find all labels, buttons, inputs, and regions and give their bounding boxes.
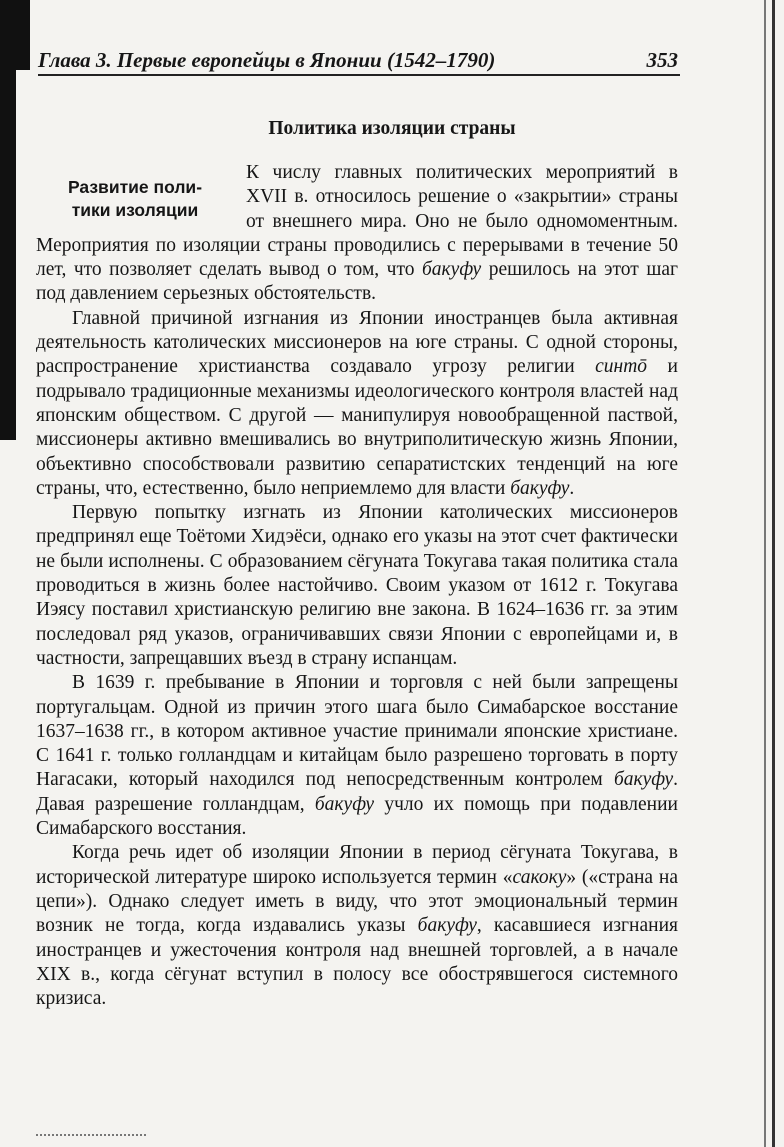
paragraph-4: В 1639 г. пребывание в Японии и торговля с ней были запрещены португальцам. Одной из причин этого шага было Симабарское восстание 1637–1638 гг., в котором активное участие принимали японские христиане. С 1641 г. только голландцам и китайцам было разрешено торговать в порту Нагасаки, который находился под непосредственным контролем бакуфу. Давая разрешение голландцам, бакуфу учло их помощь при подавлении Симабарского восстания. (36, 672, 678, 840)
paragraph-3: Первую попытку изгнать из Японии католических миссионеров предпринял еще Тоётоми Хидэёси, однако его указы на этот счет фактически не были исполнены. С образованием сёгуната Токугава такая политика стала проводиться в жизнь более настойчиво. Своим указом от 1612 г. Токугава Иэясу поставил христианскую религию вне закона. В 1624–1636 гг. за этим последовал ряд указов, ограничивавших связи Японии с европейцами и, в частности, запрещавших въезд в страну испанцам. (36, 502, 678, 669)
chapter-title: Глава 3. Первые европейцы в Японии (1542–1790) (38, 48, 496, 72)
paragraph-5: Когда речь идет об изоляции Японии в период сёгуната Токугава, в исторической литературе широко используется термин «сакоку» («страна на цепи»). Однако следует иметь в виду, что этот эмоциональный термин возник не тогда, когда издавались указы бакуфу, касавшиеся изгнания иностранцев и ужесточения контроля над внешней торговлей, а в начале XIX в., когда сёгунат вступил в полосу все обострявшегося системного кризиса. (36, 842, 678, 1010)
paragraph-1: К числу главных политических мероприятий в XVII в. относилось решение о «закрытии» страны от внешнего мира. Оно не было одномоментным. Мероприятия по изоляции страны проводились с перерывами в течение 50 лет, что позволяет сделать вывод о том, что бакуфу решилось на этот шаг под давлением серьезных обстоятельств. (36, 162, 679, 305)
running-header (38, 48, 680, 76)
scan-bottom-mark (36, 1134, 146, 1144)
paragraph-2: Главной причиной изгнания из Японии иностранцев была активная деятельность католических миссионеров на юге страны. С одной стороны, распространение христианства создавало угрозу религии синтō и подрывало традиционные механизмы идеологического контроля властей над японским обществом. С другой — манипулируя новообращенной паствой, миссионеры активно вмешивались во внутриполитическую жизнь Японии, объективно способствовали развитию сепаратистских тенденций на юге страны, что, естественно, было неприемлемо для власти бакуфу. (36, 307, 678, 499)
page-number: 353 (646, 48, 678, 72)
section-title: Политика изоляции страны (268, 118, 516, 139)
scan-edge-right (758, 0, 784, 1147)
body-text (36, 161, 678, 1011)
side-heading-line-2: тики изоляции (71, 200, 199, 220)
scan-edge-left (0, 0, 16, 440)
side-heading-line-1: Развитие поли- (67, 177, 203, 197)
